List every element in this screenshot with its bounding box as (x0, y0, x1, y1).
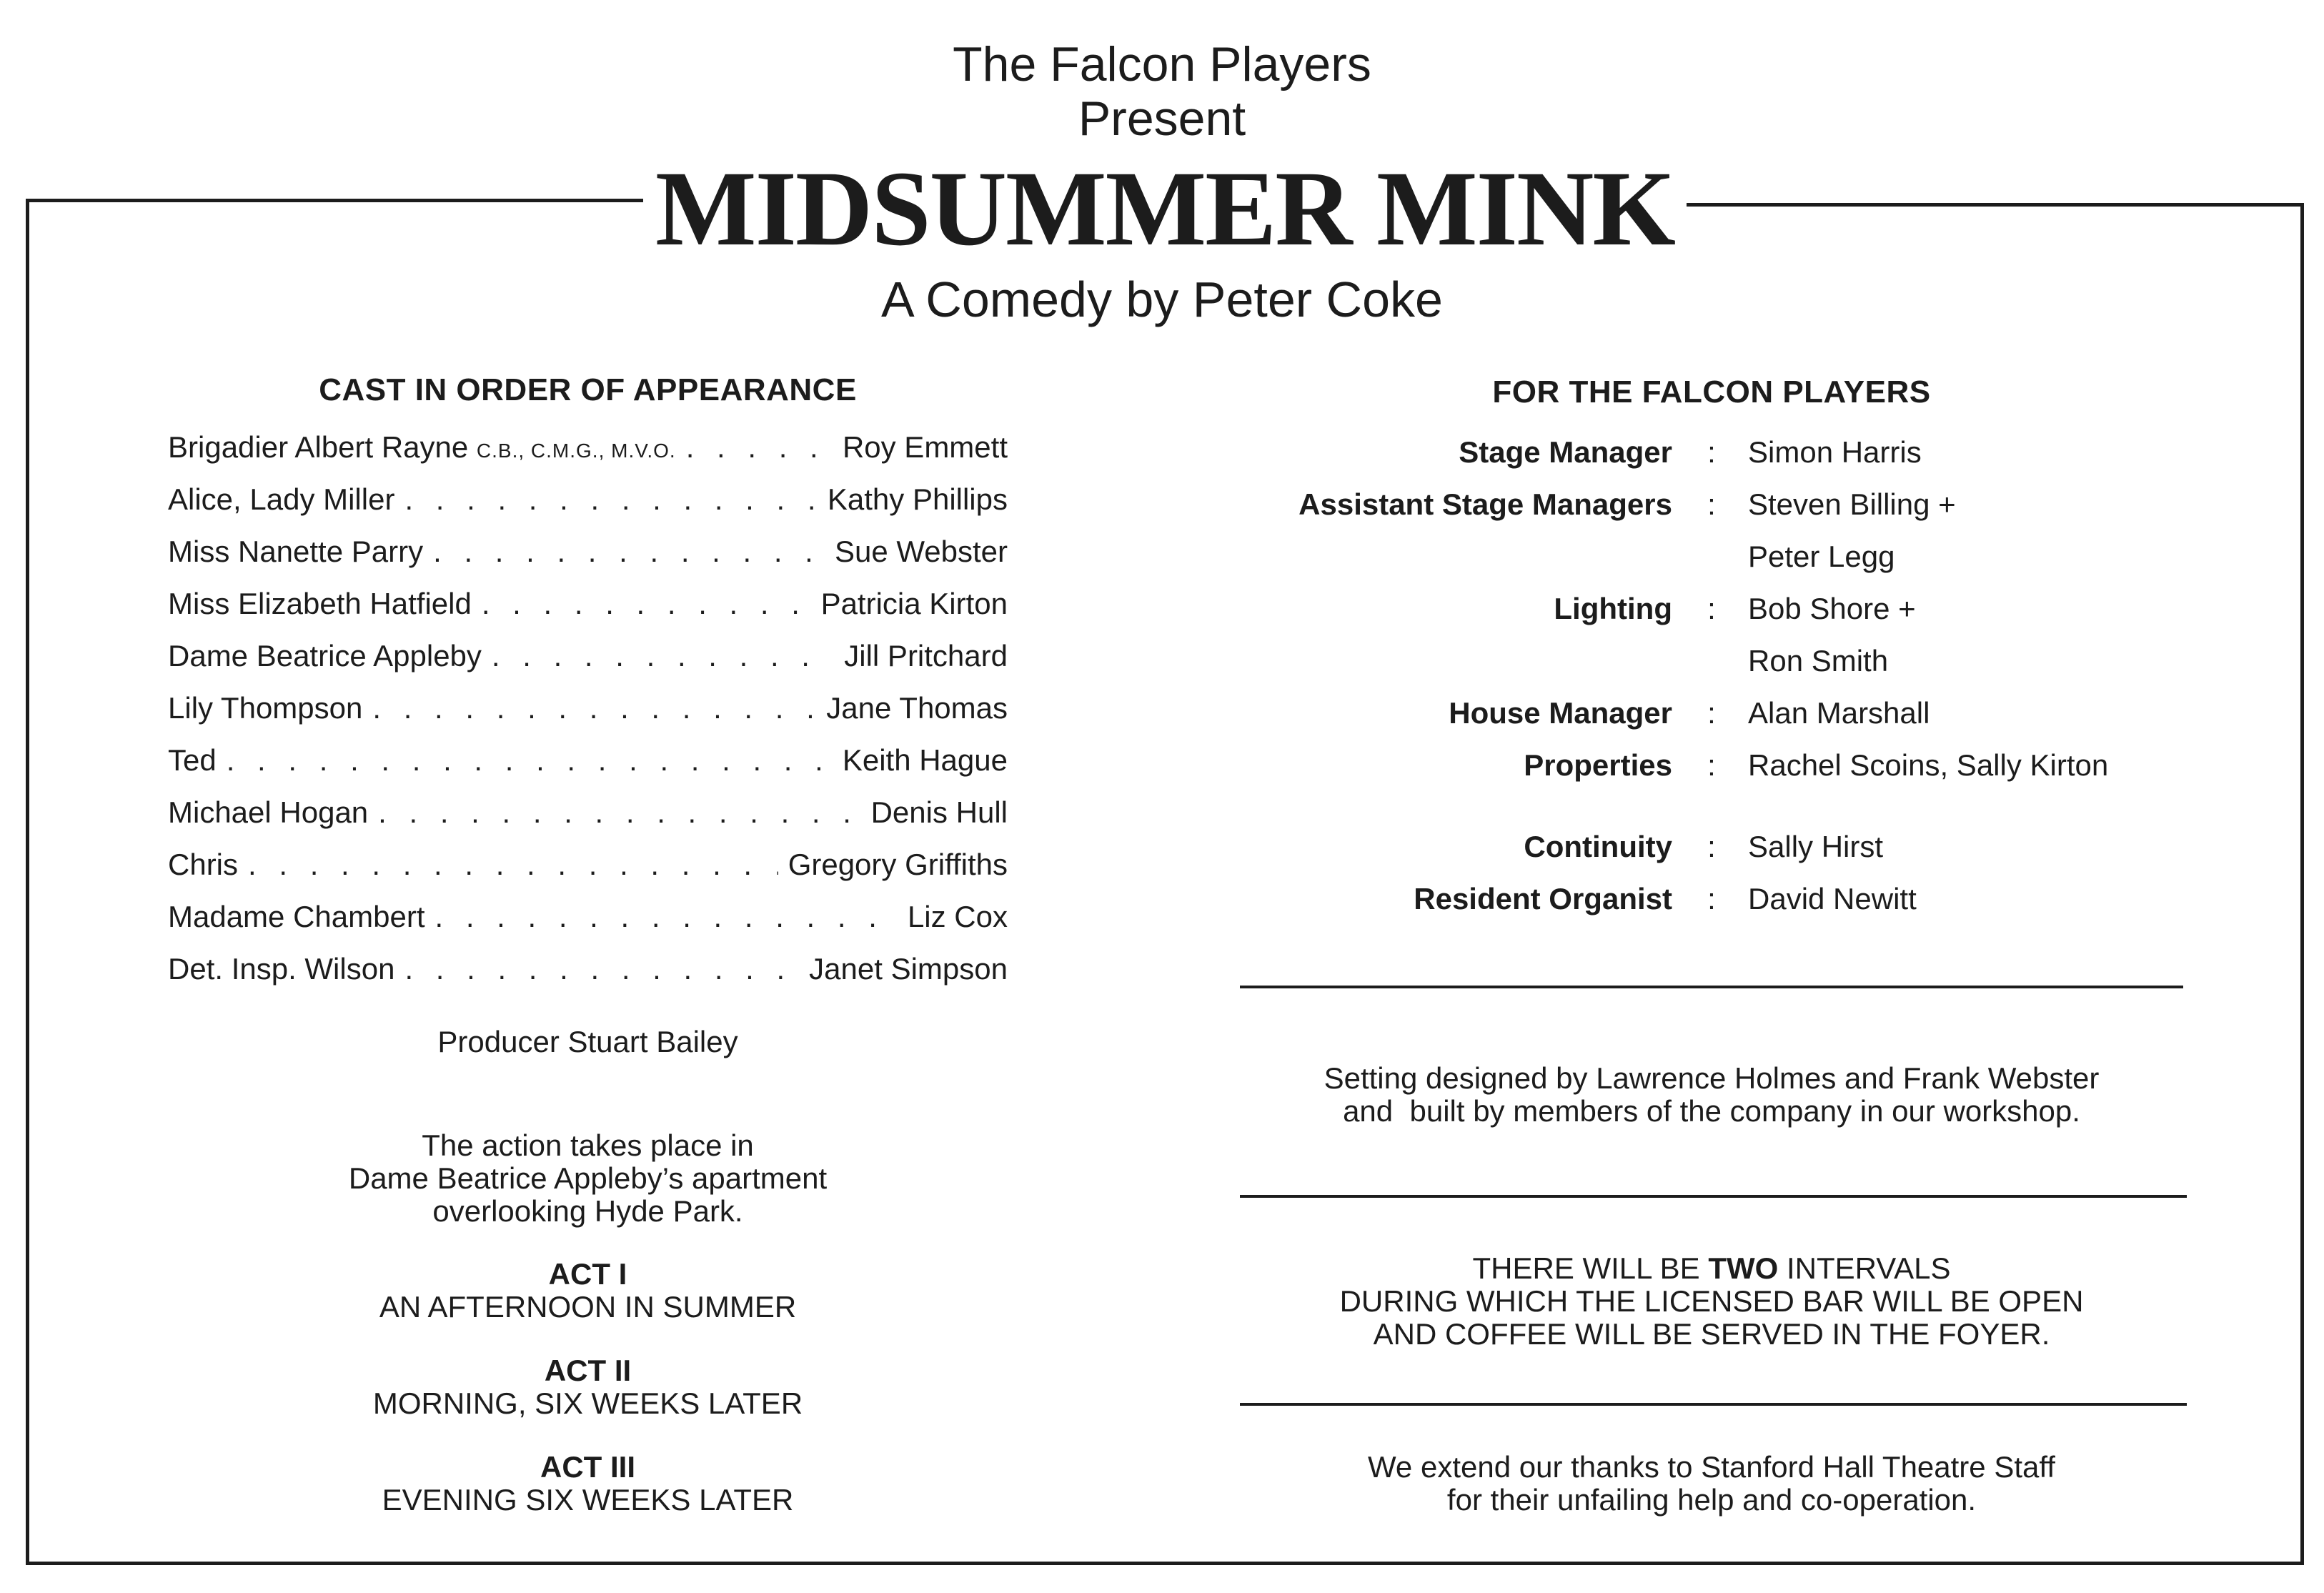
design-line: and built by members of the company in our workshop. (1343, 1094, 2080, 1128)
crew-separator: : (1707, 748, 1716, 782)
cast-row (168, 900, 1008, 943)
divider-rule (1240, 986, 2183, 988)
crew-value: Alan Marshall (1748, 696, 1930, 730)
crew-value: Simon Harris (1748, 435, 1922, 469)
cast-honours: C.B., C.M.G., M.V.O. (476, 440, 676, 462)
intervals-emphasis: TWO (1708, 1251, 1779, 1285)
cast-row (168, 795, 1008, 838)
cast-role: Chris (168, 848, 239, 881)
thanks-line: for their unfailing help and co-operation. (1446, 1483, 1977, 1517)
leader-dots (378, 795, 860, 830)
divider-rule (1240, 1403, 2187, 1406)
cast-actor: Jane Thomas (826, 691, 1008, 725)
cast-role: Brigadier Albert Rayne C.B., C.M.G., M.V.O. (168, 430, 676, 464)
crew-value: David Newitt (1748, 882, 1917, 915)
present-line: Present (1078, 91, 1246, 146)
frame-right (2300, 203, 2304, 1565)
cast-row (168, 639, 1008, 682)
crew-separator: : (1707, 435, 1716, 469)
leader-dots (404, 482, 817, 517)
setting-line: The action takes place in (422, 1128, 754, 1162)
cast-actor: Roy Emmett (842, 430, 1008, 464)
crew-label: Assistant Stage Managers (1298, 487, 1672, 521)
crew-separator: : (1707, 696, 1716, 730)
cast-row (168, 482, 1008, 525)
cast-actor: Denis Hull (870, 795, 1008, 829)
cast-role: Ted (168, 743, 217, 777)
thanks-line: We extend our thanks to Stanford Hall Theatre Staff (1368, 1450, 2055, 1484)
act-block (168, 1354, 1008, 1420)
crew-separator: : (1707, 830, 1716, 863)
cast-role: Miss Nanette Parry (168, 535, 424, 568)
leader-dots (686, 430, 833, 465)
play-title: MIDSUMMER MINK (643, 152, 1687, 266)
cast-actor: Patricia Kirton (820, 587, 1008, 620)
cast-heading: CAST IN ORDER OF APPEARANCE (319, 372, 857, 407)
act-title: ACT III (540, 1450, 635, 1484)
cast-actor: Kathy Phillips (827, 482, 1008, 516)
crew-value: Sally Hirst (1748, 830, 1884, 863)
setting-line: Dame Beatrice Appleby’s apartment (348, 1161, 828, 1195)
crew-value: Bob Shore + (1748, 592, 1916, 625)
frame-left (26, 199, 29, 1565)
crew-separator: : (1707, 882, 1716, 915)
cast-actor: Janet Simpson (809, 952, 1008, 986)
act-description: AN AFTERNOON IN SUMMER (379, 1290, 797, 1324)
cast-role: Dame Beatrice Appleby (168, 639, 482, 673)
cast-row (168, 587, 1008, 630)
crew-label: Resident Organist (1414, 882, 1672, 915)
cast-actor: Gregory Griffiths (788, 848, 1008, 881)
crew-label: Properties (1524, 748, 1672, 782)
crew-heading: FOR THE FALCON PLAYERS (1492, 374, 1931, 410)
crew-label: Stage Manager (1459, 435, 1672, 469)
act-title: ACT II (544, 1354, 632, 1387)
cast-row (168, 691, 1008, 734)
thanks-note (1240, 1451, 2183, 1517)
cast-role: Lily Thompson (168, 691, 363, 725)
cast-role: Michael Hogan (168, 795, 369, 829)
act-description: MORNING, SIX WEEKS LATER (372, 1386, 803, 1420)
crew-label: House Manager (1449, 696, 1672, 730)
act-title: ACT I (548, 1257, 627, 1291)
leader-dots (372, 691, 816, 725)
setting-description (168, 1129, 1008, 1228)
cast-row (168, 952, 1008, 995)
setting-line: overlooking Hyde Park. (432, 1194, 743, 1228)
cast-row (168, 430, 1008, 473)
design-note (1240, 1062, 2183, 1128)
act-block (168, 1258, 1008, 1324)
act-block (168, 1451, 1008, 1517)
company-name: The Falcon Players (953, 37, 1371, 91)
act-description: EVENING SIX WEEKS LATER (382, 1483, 794, 1517)
divider-rule (1240, 1195, 2187, 1198)
frame-bottom (26, 1562, 2304, 1565)
crew-separator: : (1707, 487, 1716, 521)
intervals-line: DURING WHICH THE LICENSED BAR WILL BE OPEN (1339, 1284, 2084, 1318)
cast-actor: Liz Cox (907, 900, 1008, 933)
leader-dots (404, 952, 799, 986)
leader-dots (482, 587, 811, 621)
producer-credit: Producer Stuart Bailey (437, 1025, 738, 1058)
intervals-line: THERE WILL BE TWO INTERVALS (1472, 1251, 1951, 1285)
intervals-note (1240, 1252, 2183, 1351)
crew-value: Ron Smith (1748, 644, 1889, 678)
cast-role: Madame Chambert (168, 900, 425, 933)
cast-role: Det. Insp. Wilson (168, 952, 395, 986)
frame-top-left (26, 199, 647, 202)
play-subtitle: A Comedy by Peter Coke (881, 272, 1443, 327)
crew-value: Steven Billing + (1748, 487, 1956, 521)
cast-row (168, 535, 1008, 577)
crew-value: Peter Legg (1748, 540, 1895, 573)
cast-role: Miss Elizabeth Hatfield (168, 587, 472, 620)
cast-actor: Keith Hague (842, 743, 1008, 777)
leader-dots (434, 900, 897, 934)
frame-top-right (1681, 203, 2304, 207)
crew-separator: : (1707, 592, 1716, 625)
cast-role: Alice, Lady Miller (168, 482, 395, 516)
crew-label: Continuity (1524, 830, 1672, 863)
leader-dots (248, 848, 778, 882)
cast-row (168, 743, 1008, 786)
crew-label: Lighting (1554, 592, 1672, 625)
leader-dots (492, 639, 834, 673)
leader-dots (433, 535, 825, 569)
cast-actor: Sue Webster (834, 535, 1008, 568)
design-line: Setting designed by Lawrence Holmes and Frank Webster (1324, 1061, 2100, 1095)
crew-value: Rachel Scoins, Sally Kirton (1748, 748, 2109, 782)
leader-dots (227, 743, 833, 778)
intervals-line: AND COFFEE WILL BE SERVED IN THE FOYER. (1373, 1317, 2050, 1351)
cast-actor: Jill Pritchard (844, 639, 1008, 673)
cast-row (168, 848, 1008, 890)
